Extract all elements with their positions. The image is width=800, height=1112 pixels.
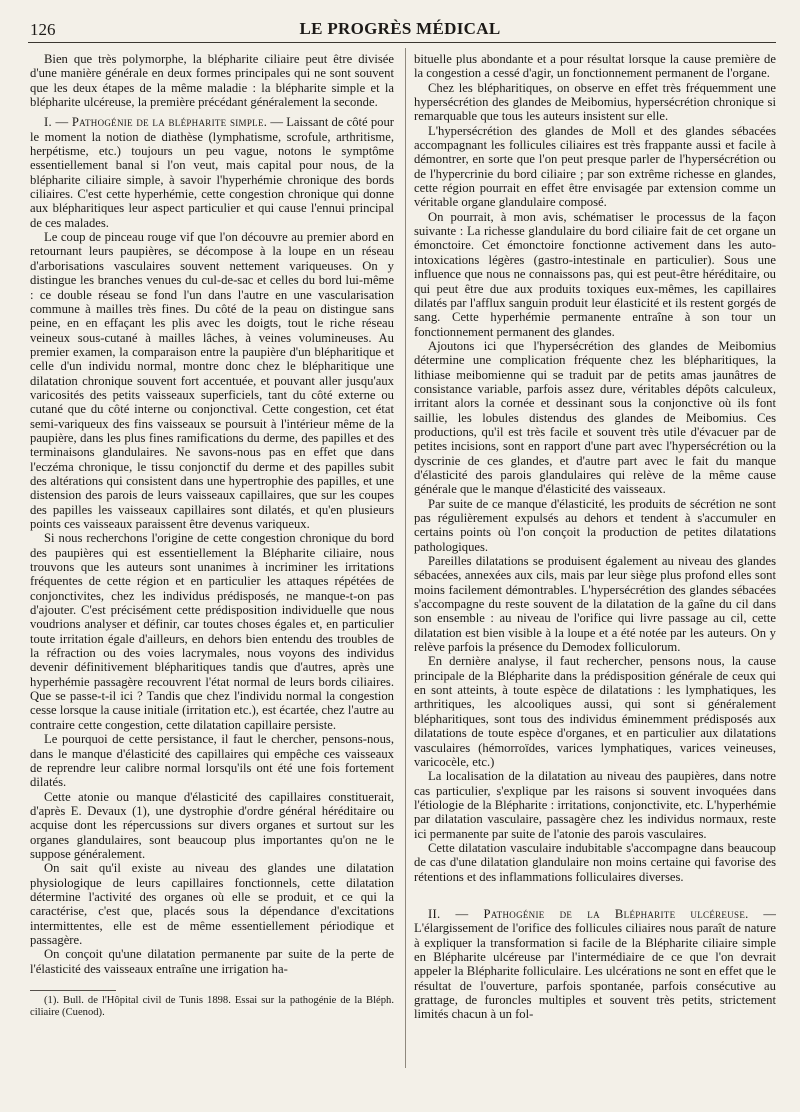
paragraph: En dernière analyse, il faut rechercher, pensons nous, la cause principale de la Blépharite dans la prédisposition générale de ceux qui en sont atteints, à toute espèce de dilatations : les lymphatiques, les arthritiques, les alcooliques aussi, qui sont si généralement blépharitiques, sont tous des individus éminemment prédisposés aux dilatations de toute espèce d'organes, et en particulier aux dilatations vasculaires (hémorroïdes, varices lymphatiques, varices veineuses, varicocèle, etc.) — [414, 654, 776, 769]
paragraph: Chez les blépharitiques, on observe en effet très fréquemment une hypersécrétion des glandes de Meibomius, hypersécrétion chronique si remarquable que tous les auteurs insistent sur elle. — [414, 80, 776, 124]
right-column — [414, 52, 776, 1100]
paragraph: On sait qu'il existe au niveau des glandes une dilatation physiologique de leurs capillaires fonctionnels, cette dilatation détermine l'activité des organes où elle se produit, et ce qui la caractérise, c'est que, placés sous la dépendance d'excitations intermittentes, elle est de même essentiellement périodique et passagère. — [30, 861, 394, 947]
section-heading-paragraph — [30, 115, 394, 230]
paragraph: Le coup de pinceau rouge vif que l'on découvre au premier abord en retournant leurs paupières, se décompose à la loupe en un réseau d'arborisations vasculaires souvent nettement variqueuses. On y distingue les branches venues du cul-de-sac et celles du bord lui-même : ce double réseau se fond l'un dans l'autre en une vascularisation commune à mailles très fines. Du côté de la peau on distingue sans peine, en en effaçant les plis avec les doigts, tout le riche réseau veineux sous-cutané à mailles lâches, à veines volumineuses. Au premier examen, la comparaison entre la paupière d'un blépharitique et celle d'un individu normal, montre donc chez le blépharitique une dilatation chronique souvent fort accentuée, et pouvant aller jusqu'aux varicosités des petits vaisseaux superficiels, tant du côté externe ou cutané que du côté interne ou conjonctival. Cette congestion, cet état semi-variqueux des fins vaisseaux se poursuit à l'intérieur même de la paupière, dans les plus fines ramifications du derme, des papilles et des terminaisons glandulaires. Ne savons-nous pas en effet que dans l'eczéma chronique, le tissu conjonctif du derme et des papilles subit des altérations qui consistent dans une hypertrophie des papilles, et une distension des parois de leurs vaisseaux capillaires, que sur les coupes des papilles les vaisseaux capillaires sont dilatés, et qu'en plusieurs points ces vaisseaux paraissent être devenus variqueux. — [30, 230, 394, 531]
paragraph-text: — Laissant de côté pour le moment la notion de diathèse (lymphatisme, scrofule, arthritisme, herpétisme, etc.) toujours un peu vague, notons le symptôme essentiellement banal si l'on veut, mais capital pour nous, de la blépharite ciliaire simple, à savoir l'hyperhémie chronique des bords ciliaires. C'est cette hyperhémie, cette congestion chronique qui donne aux blépharitiques leur aspect particulier et qui cause l'ennui principal de ces malades. — [30, 115, 394, 230]
paragraph: Le pourquoi de cette persistance, il faut le chercher, pensons-nous, dans le manque d'élasticité des capillaires qui empêche ces vaisseaux de reprendre leur calibre normal lorsqu'ils ont été une fois fortement dilatés. — [30, 732, 394, 790]
paragraph: Bien que très polymorphe, la blépharite ciliaire peut être divisée d'une manière générale en deux formes principales qui ne sont souvent que les deux étapes de la même maladie : la blépharite simple et la blépharite ulcéreuse, la première précédant généralement la seconde. — [30, 52, 394, 110]
section-divider — [414, 896, 776, 897]
paragraph: Ajoutons ici que l'hypersécrétion des glandes de Meibomius détermine une complication fréquente chez les blépharitiques, la lithiase meibomienne qui se traduit par de petits amas jaunâtres de consistance variable, parfois assez dure, véritables dépôts calculeux, irritant alors la cornée et dessinant sous la conjonctive où ils font saillie, les lobules distendus des glandes de Meibomius. Ces productions, qu'il est très facile et souvent très utile d'évacuer par de petites incisions, sont en rapport d'une part avec l'hypersécrétion ou la dyscrinie de ces glandes, et d'autre part avec le fait du manque d'élasticité des parois glandulaires qui relève de la même cause générale que le manque d'élasticité des vaisseaux. — [414, 338, 776, 497]
paragraph: Pareilles dilatations se produisent également au niveau des glandes sébacées, annexées aux cils, mais par leur siège plus profond elles sont moins facilement démontrables. L'hypersécrétion des glandes sébacées s'accompagne du reste souvent de la dilatation de la gaîne du cil dans son ensemble : au niveau de l'orifice qui livre passage au cil, cette dilatation est bien visible à la loupe et a été notée par les auteurs. On y relève parfois la présence du Demodex folliculorum. — [414, 554, 776, 655]
paragraph: Par suite de ce manque d'élasticité, les produits de sécrétion ne sont pas régulièrement expulsés au dehors et tendent à s'accumuler en certains points où l'on conçoit la production de petites dilatations pathologiques. — [414, 496, 776, 554]
column-divider — [405, 48, 406, 1068]
paragraph: Cette atonie ou manque d'élasticité des capillaires constituerait, d'après E. Devaux (1), une dystrophie d'ordre général héréditaire ou acquise dont les répercussions sur divers organes et surtout sur les organes glandulaires, sont beaucoup plus importantes qu'on ne le suppose généralement. — [30, 789, 394, 861]
paragraph: L'hypersécrétion des glandes de Moll et des glandes sébacées accompagnant les follicules ciliaires est très frappante aussi et facile à démontrer, en sorte que l'on peut presque parler de l'hypersécrétion ou de l'hypercrinie du bord ciliaire ; par son extrême richesse en glandes, cette région pourrait en effet être envisagée par extension comme un véritable organe glandulaire composé. — [414, 123, 776, 210]
paragraph: On conçoit qu'une dilatation permanente par suite de la perte de l'élasticité des vaisseaux entraîne une irrigation ha- — [30, 947, 394, 976]
page-number: 126 — [30, 20, 56, 39]
paragraph: Si nous recherchons l'origine de cette congestion chronique du bord des paupières qui est essentiellement la Blépharite ciliaire, nous trouvons que les auteurs sont unanimes à incriminer les irritations fréquentes de cette région et en particulier les attaques répétées de conjonctivites, chez les individus prédisposés, ne manque-t-on pas d'ajouter. C'est précisément cette prédisposition individuelle que nous voudrions analyser et définir, car toutes choses égales et, en particulier toute irritation égale d'ailleurs, en dehors bien entendu des troubles de la réfraction ou des voies lacrymales, nous voyons des individus devenir définitivement blépharitiques tandis que d'autres, après une hyperhémie passagère recouvrent l'état normal de leurs bords ciliaires. Que se passe-t-il ici ? Tandis que chez l'individu normal la congestion cesse lorsque la cause initiale (irritation etc.), est écartée, chez l'autre au contraire cette congestion, cette dilatation capillaire persiste. — [30, 531, 394, 732]
section-title: II. — Pathogénie de la Blépharite ulcéreuse. — [428, 906, 749, 921]
paragraph: On pourrait, à mon avis, schématiser le processus de la façon suivante : La richesse glandulaire du bord ciliaire fait de cet organe un émonctoire. Cet émonctoire fonctionne activement dans les auto-intoxications légères (gastro-intestinale en particulier). Sous une influence que nous ne connaissons pas, qui est peut-être héréditaire, ou qui peut être due aux produits toxiques eux-mêmes, les capillaires dilatés par l'afflux sanguin produit leur élasticité et ils restent gorgés de sang. Cette hyperhémie permanente entraîne à son tour un fonctionnement permanent des glandes. — [414, 209, 776, 339]
section-title: I. — Pathogénie de la blépharite simple. — [44, 115, 268, 130]
paragraph: Cette dilatation vasculaire indubitable s'accompagne dans beaucoup de cas d'une dilatation glandulaire non moins certaine qui favorise des rétentions et des inflammations folliculaires diverses. — [414, 840, 776, 884]
journal-title: LE PROGRÈS MÉDICAL — [299, 19, 501, 38]
header-rule — [28, 42, 776, 43]
section-heading-paragraph — [414, 907, 776, 1022]
footnote-rule — [30, 990, 116, 991]
paragraph: bituelle plus abondante et a pour résultat lorsque la cause première de la congestion a cessé d'agir, un fonctionnement permanent de l'organe. — [414, 52, 776, 81]
left-column — [30, 52, 394, 1062]
footnote: (1). Bull. de l'Hôpital civil de Tunis 1898. Essai sur la pathogénie de la Bléph. ciliaire (Cuenod). — [30, 995, 394, 1019]
paragraph-text: — L'élargissement de l'orifice des follicules ciliaires nous paraît de nature à expliquer la transformation si facile de la Blépharite ciliaire simple en Blépharite ulcéreuse par l'intermédiaire de ce que l'on devrait appeler la Blépharite folliculaire. Les ulcérations ne sont en effet que le résultat de l'ouverture, parfois spontanée, parfois consécutive au grattage, de furoncles multiples et souvent très petits, strictement limités chacun à un fol- — [414, 906, 776, 1022]
paragraph: La localisation de la dilatation au niveau des paupières, dans notre cas particulier, s'explique par les raisons si souvent invoquées dans l'étiologie de la Blépharite : irritations, conjonctivite, etc. L'hyperhémie par dilatation vasculaire, passagère chez les individus normaux, reste ici permanente par suite de l'atonie des parois vasculaires. — [414, 769, 776, 841]
